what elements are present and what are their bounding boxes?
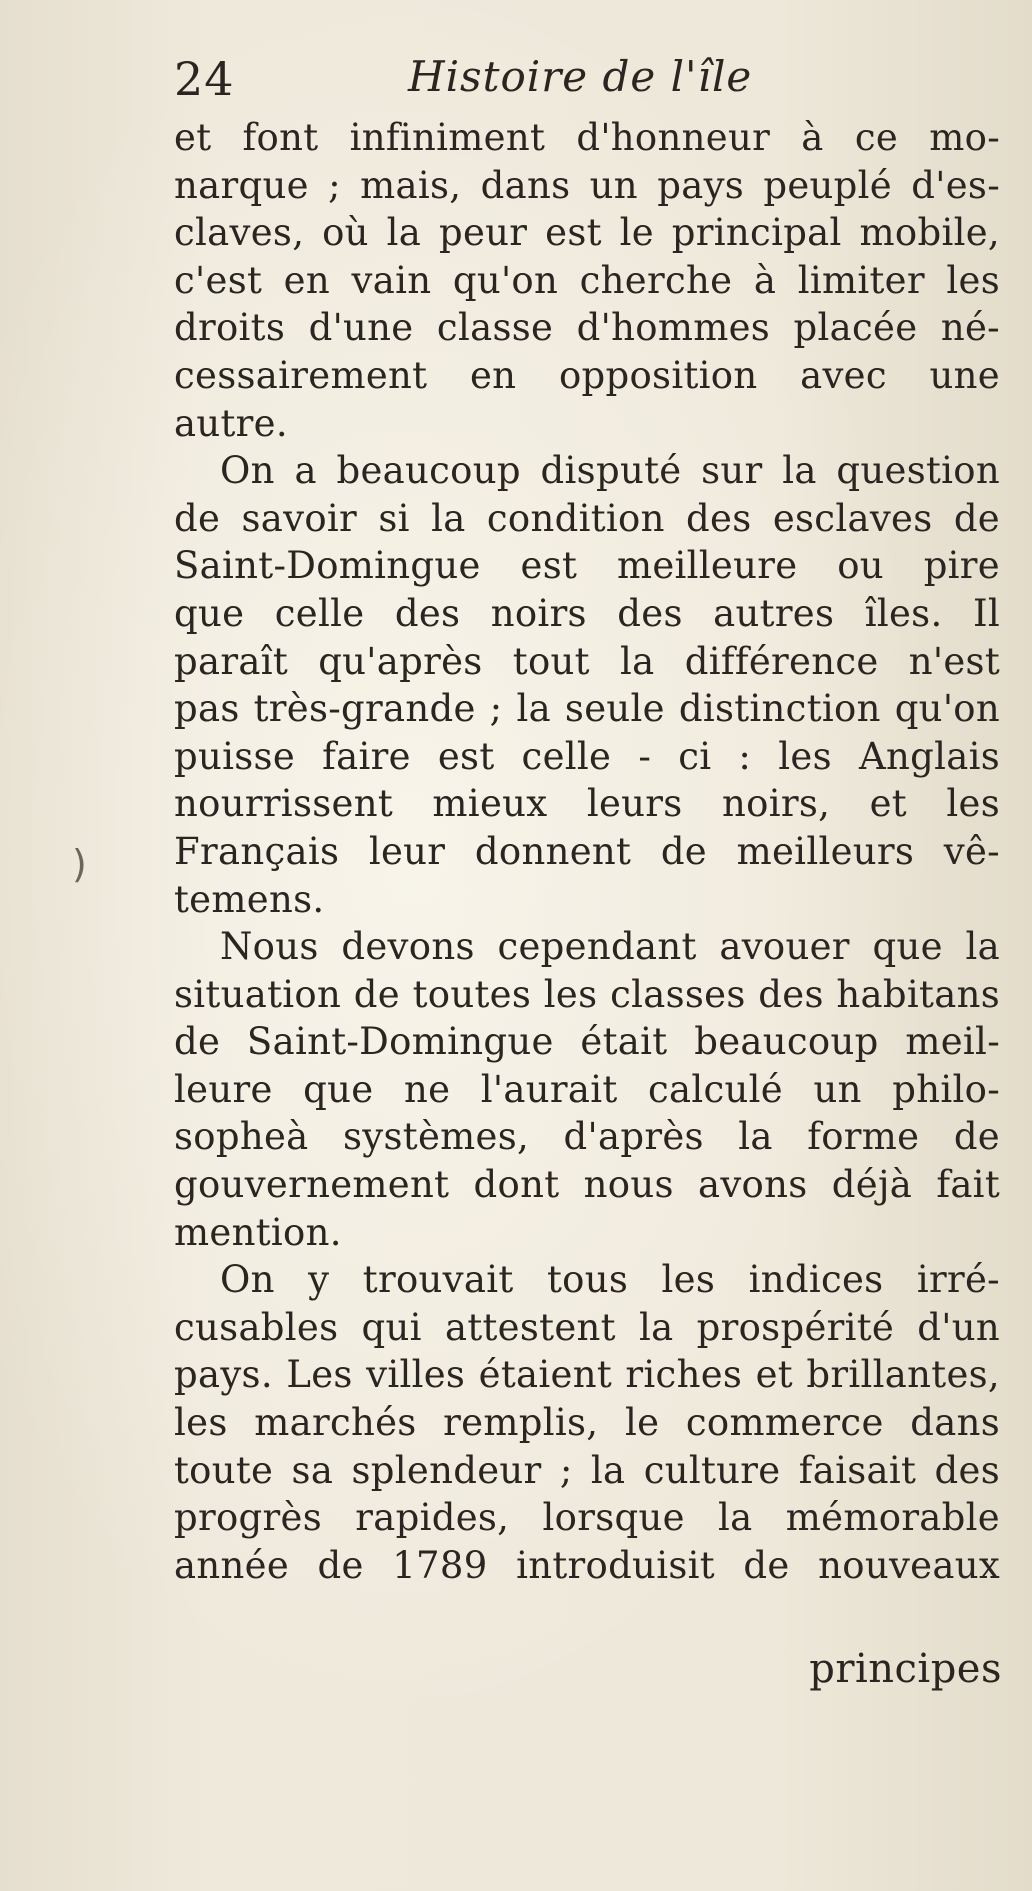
body-text <box>174 114 1000 1589</box>
text-line: c'est en vain qu'on cherche à limiter les <box>174 258 1000 302</box>
text-line: gouvernement dont nous avons déjà fait <box>174 1163 1000 1207</box>
text-line: de savoir si la condition des esclaves de <box>174 496 1000 540</box>
running-title: Histoire de l'île <box>408 52 753 101</box>
text-line: toute sa splendeur ; la culture faisait des <box>174 1448 1000 1492</box>
text-line: puisse faire est celle - ci : les Anglais <box>174 734 1000 778</box>
text-line: de Saint-Domingue était beaucoup meil- <box>174 1020 1000 1064</box>
paragraph-start-line: On a beaucoup disputé sur la question <box>220 449 1000 493</box>
text-line: mention. <box>174 1210 342 1254</box>
text-line: autre. <box>174 401 288 445</box>
text-line: progrès rapides, lorsque la mémorable <box>174 1496 1000 1540</box>
text-line: cessairement en opposition avec une <box>174 353 1000 397</box>
text-line: situation de toutes les classes des habitans <box>174 972 1000 1016</box>
page-number: 24 <box>174 52 235 106</box>
text-line: nourrissent mieux leurs noirs, et les <box>174 782 1000 826</box>
text-line: Saint-Domingue est meilleure ou pire <box>174 544 1000 588</box>
text-line: cusables qui attestent la prospérité d'un <box>174 1305 1000 1349</box>
text-line: claves, où la peur est le principal mobile, <box>174 211 1000 255</box>
text-line: Français leur donnent de meilleurs vê- <box>174 829 1000 873</box>
text-line: temens. <box>174 877 325 921</box>
catchword: principes <box>809 1646 1002 1692</box>
margin-mark: ) <box>72 842 87 886</box>
text-line: leure que ne l'aurait calculé un philo- <box>174 1067 1000 1111</box>
text-line: narque ; mais, dans un pays peuplé d'es- <box>174 163 1000 207</box>
text-line: pas très-grande ; la seule distinction qu'on <box>174 687 1000 731</box>
text-line: que celle des noirs des autres îles. Il <box>174 591 1000 635</box>
text-line: pays. Les villes étaient riches et brillantes, <box>174 1353 1000 1397</box>
page-header <box>174 52 764 112</box>
paragraph-start-line: On y trouvait tous les indices irré- <box>220 1258 1000 1302</box>
text-line: droits d'une classe d'hommes placée né- <box>174 306 1000 350</box>
text-line: les marchés remplis, le commerce dans <box>174 1401 1000 1445</box>
paragraph-start-line: Nous devons cependant avouer que la <box>220 925 1000 969</box>
text-line: sopheà systèmes, d'après la forme de <box>174 1115 1000 1159</box>
text-line: paraît qu'après tout la différence n'est <box>174 639 1000 683</box>
text-line: année de 1789 introduisit de nouveaux <box>174 1543 1000 1587</box>
text-line: et font infiniment d'honneur à ce mo- <box>174 116 1000 159</box>
